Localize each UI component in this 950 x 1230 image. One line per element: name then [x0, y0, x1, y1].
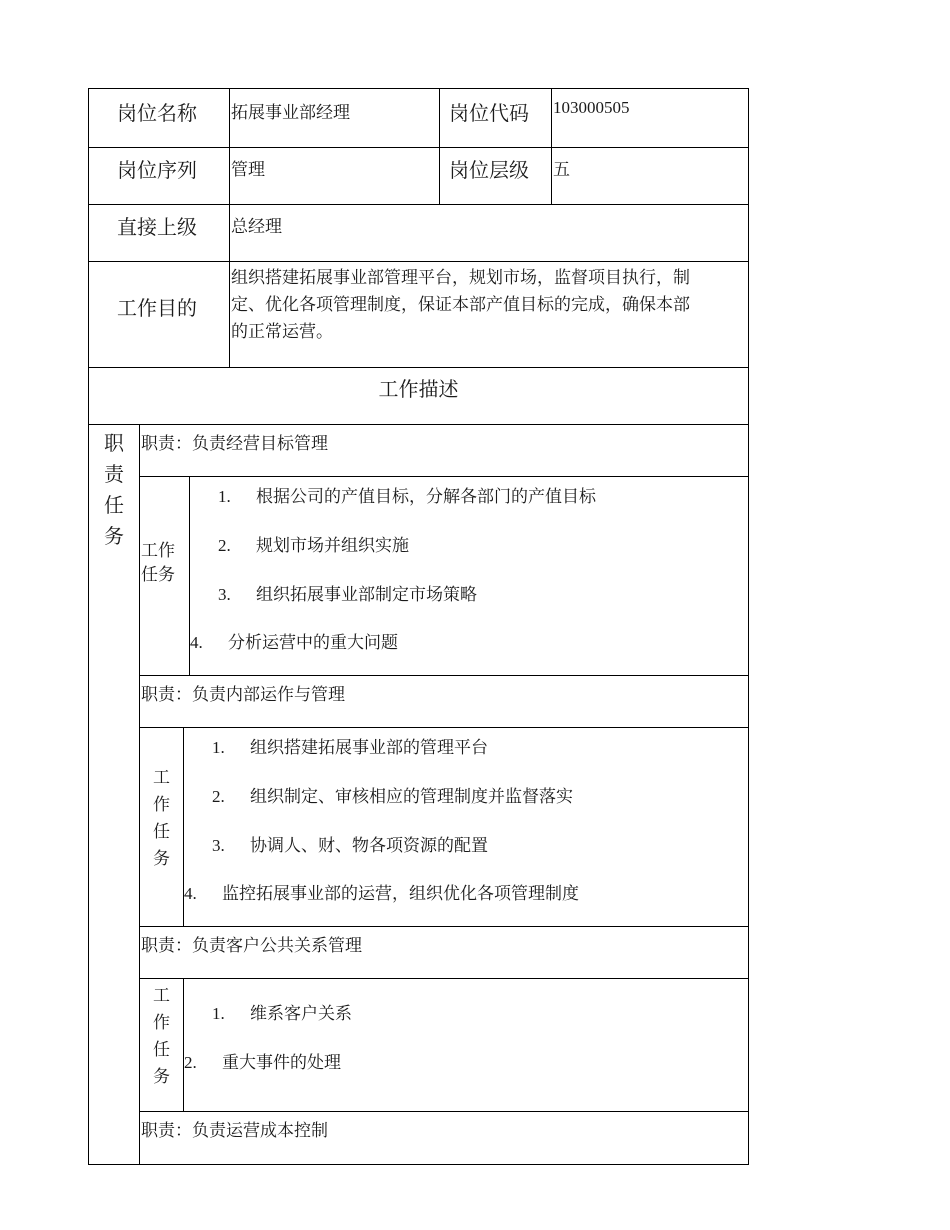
task-text: 维系客户关系 — [250, 1004, 352, 1023]
purpose-label-cell — [88, 261, 230, 368]
duty-title: 职责：负责客户公共关系管理 — [141, 936, 362, 955]
task-label — [140, 764, 183, 872]
task-item — [218, 482, 596, 507]
task-text: 监控拓展事业部的运营，组织优化各项管理制度 — [222, 884, 579, 903]
task-label-char: 作 — [153, 1013, 170, 1032]
task-label-char: 工 — [153, 768, 170, 787]
position-name-label-cell — [88, 88, 230, 148]
task-text: 组织拓展事业部制定市场策略 — [256, 585, 477, 604]
task-item — [212, 999, 352, 1024]
position-code-label: 岗位代码 — [449, 103, 529, 125]
task-number: 2. — [218, 536, 231, 555]
duty-title-cell — [139, 675, 749, 728]
task-label-char: 作 — [153, 795, 170, 814]
task-item — [212, 782, 573, 807]
task-list-cell — [183, 978, 749, 1112]
task-number: 2. — [212, 787, 225, 806]
duty-title-cell — [139, 1111, 749, 1165]
duties-label-char: 任 — [104, 495, 124, 517]
task-label: 工作任务 — [141, 541, 175, 584]
task-text: 协调人、财、物各项资源的配置 — [250, 836, 488, 855]
task-number: 1. — [218, 487, 231, 506]
position-code-label-cell — [439, 88, 552, 148]
purpose-line: 定、优化各项管理制度，保证本部产值目标的完成，确保本部 — [231, 295, 690, 314]
duties-column-label-cell — [88, 424, 140, 1165]
task-number: 3. — [218, 585, 231, 604]
task-item — [212, 831, 488, 856]
task-label — [140, 982, 183, 1090]
position-code-value: 103000505 — [553, 98, 630, 117]
position-level-label-cell — [439, 147, 552, 205]
task-label-char: 任 — [153, 822, 170, 841]
duty-title: 职责：负责运营成本控制 — [141, 1121, 328, 1140]
task-number: 4. — [184, 884, 197, 903]
duty-title-cell — [139, 424, 749, 477]
position-seq-label: 岗位序列 — [117, 160, 197, 182]
task-label-char: 务 — [153, 1067, 170, 1086]
section-title: 工作描述 — [378, 379, 459, 401]
duty-title-cell — [139, 926, 749, 979]
position-name-label: 岗位名称 — [117, 103, 197, 125]
duties-label-char: 务 — [104, 526, 124, 548]
task-list-cell — [189, 476, 749, 676]
task-list-cell — [183, 727, 749, 927]
task-item — [218, 580, 477, 605]
position-seq-value: 管理 — [231, 160, 265, 179]
purpose-line: 的正常运营。 — [231, 322, 333, 341]
task-text: 根据公司的产值目标，分解各部门的产值目标 — [256, 487, 596, 506]
supervisor-label: 直接上级 — [117, 217, 197, 239]
supervisor-value: 总经理 — [231, 217, 282, 236]
task-label-cell — [139, 476, 190, 676]
purpose-value-cell — [229, 261, 749, 368]
task-label-char: 务 — [153, 849, 170, 868]
duty-title: 职责：负责内部运作与管理 — [141, 685, 345, 704]
task-text: 组织制定、审核相应的管理制度并监督落实 — [250, 787, 573, 806]
position-name-value-cell — [229, 88, 440, 148]
task-text: 分析运营中的重大问题 — [228, 633, 398, 652]
task-item — [190, 628, 398, 653]
supervisor-value-cell — [229, 204, 749, 262]
section-title-cell — [88, 367, 749, 425]
task-label-cell — [139, 727, 184, 927]
task-label-char: 工 — [153, 986, 170, 1005]
position-seq-value-cell — [229, 147, 440, 205]
task-number: 1. — [212, 1004, 225, 1023]
task-text: 组织搭建拓展事业部的管理平台 — [250, 738, 488, 757]
position-name-value: 拓展事业部经理 — [231, 103, 350, 122]
task-text: 规划市场并组织实施 — [256, 536, 409, 555]
task-number: 3. — [212, 836, 225, 855]
task-number: 2. — [184, 1053, 197, 1072]
task-item — [212, 733, 488, 758]
position-level-value: 五 — [553, 160, 570, 179]
task-item — [218, 531, 409, 556]
supervisor-label-cell — [88, 204, 230, 262]
position-seq-label-cell — [88, 147, 230, 205]
task-item — [184, 879, 579, 904]
duty-title: 职责：负责经营目标管理 — [141, 434, 328, 453]
duties-column-label — [89, 429, 139, 553]
position-code-value-cell — [551, 88, 749, 148]
task-number: 4. — [190, 633, 203, 652]
position-level-label: 岗位层级 — [449, 160, 529, 182]
duties-label-char: 责 — [104, 464, 124, 486]
position-level-value-cell — [551, 147, 749, 205]
duties-label-char: 职 — [104, 433, 124, 455]
task-label-cell — [139, 978, 184, 1112]
task-label-char: 任 — [153, 1040, 170, 1059]
task-number: 1. — [212, 738, 225, 757]
task-item — [184, 1048, 341, 1073]
purpose-line: 组织搭建拓展事业部管理平台，规划市场，监督项目执行，制 — [231, 268, 690, 287]
purpose-label: 工作目的 — [117, 298, 197, 320]
task-text: 重大事件的处理 — [222, 1053, 341, 1072]
purpose-text — [231, 264, 690, 345]
